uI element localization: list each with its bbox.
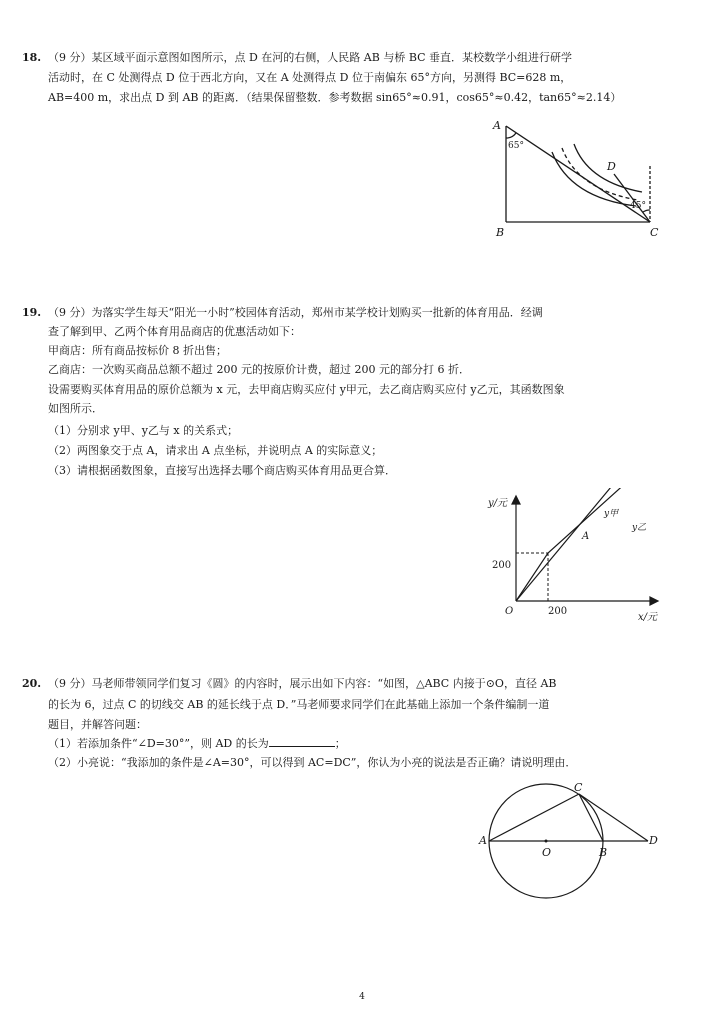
q18-label-B: B (496, 226, 505, 239)
q19-origin-label: O (505, 606, 514, 617)
q20-sub1-suffix: ； (334, 737, 346, 750)
q20-sub1 (48, 736, 346, 751)
q18-label-C: C (650, 226, 659, 239)
q20-answer-blank (269, 736, 335, 747)
q19-series-jia-line (516, 488, 670, 601)
q18-label-A: A (493, 119, 501, 132)
q19-x-axis-label: x/元 (638, 612, 658, 623)
q19-line-6: 如图所示． (48, 402, 103, 415)
q19-line-yi-label: y乙 (632, 523, 647, 533)
q18-river-centerline (562, 148, 638, 200)
q20-line-sub2: （2）小亮说：“我添加的条件是∠A=30°，可以得到 AC=DC”，你认为小亮的说法是否正确？请说明理由． (48, 756, 577, 769)
q20-chord-AC (489, 794, 579, 841)
q19-line-4: 乙商店：一次购买商品总额不超过 200 元的按原价计费，超过 200 元的部分打 6 折． (48, 363, 470, 376)
q18-line-1: （9 分）某区域平面示意图如图所示，点 D 在河的右侧，人民路 AB 与桥 BC 垂直．某校数学小组进行研学 (48, 51, 573, 64)
q18-angle-45: 45° (630, 201, 646, 211)
q19-line-7: （1）分别求 y甲、y乙与 x 的关系式； (48, 424, 239, 437)
q20-label-A: A (479, 834, 487, 847)
q20-line-3: 题目，并解答问题： (48, 718, 147, 731)
q20-label-C: C (574, 781, 583, 794)
q20-label-O: O (542, 846, 552, 859)
q19-series-yi-line (516, 488, 670, 601)
q19-function-graph (486, 488, 670, 628)
q19-y-tick-label: 200 (492, 560, 512, 571)
q20-figure (476, 776, 664, 902)
q20-number: 20. (22, 677, 42, 690)
q19-line-2: 查了解到甲、乙两个体育用品商店的优惠活动如下： (48, 325, 301, 338)
q19-y-axis-arrow (512, 496, 520, 504)
q18-number: 18. (22, 51, 42, 64)
q19-x-axis-arrow (650, 597, 658, 605)
q18-angle-arc-A (506, 133, 516, 138)
q19-point-A-label: A (582, 531, 590, 542)
q18-segment-CD (614, 174, 650, 222)
q20-line-2: 的长为 6，过点 C 的切线交 AB 的延长线于点 D．”马老师要求同学们在此基础上添加一个条件编制一道 (48, 698, 550, 711)
q20-label-B: B (599, 846, 608, 859)
q20-line-1: （9 分）马老师带领同学们复习《圆》的内容时，展示出如下内容：“如图，△ABC 内接于⊙O，直径 AB (48, 677, 557, 690)
q18-segment-AC (506, 126, 650, 222)
q19-line-jia-label: y甲 (604, 509, 619, 519)
q19-number: 19. (22, 306, 42, 319)
q20-chord-BC (579, 794, 603, 841)
page-number: 4 (359, 992, 365, 1002)
q19-line-9: （3）请根据函数图象，直接写出选择去哪个商店购买体育用品更合算． (48, 464, 396, 477)
q19-line-5: 设需要购买体育用品的原价总额为 x 元，去甲商店购买应付 y甲元，去乙商店购买应付 y乙元，其函数图象 (48, 383, 565, 396)
q18-label-D: D (607, 160, 616, 173)
q18-angle-65: 65° (508, 141, 524, 151)
q18-river-bank-outer (552, 152, 636, 206)
q20-tangent-CD (579, 794, 648, 841)
q19-x-tick-label: 200 (548, 606, 568, 617)
q18-line-2: 活动时，在 C 处测得点 D 位于西北方向，又在 A 处测得点 D 位于南偏东 65°方向，另测得 BC=628 m， (48, 71, 572, 84)
q19-line-8: （2）两图象交于点 A，请求出 A 点坐标，并说明点 A 的实际意义； (48, 444, 383, 457)
q19-y-axis-label: y/元 (488, 498, 508, 509)
q18-line-3: AB=400 m，求出点 D 到 AB 的距离．（结果保留整数．参考数据 sin65°≈0.91，cos65°≈0.42，tan65°≈2.14） (48, 91, 622, 104)
q19-line-3: 甲商店：所有商品按标价 8 折出售； (48, 344, 227, 357)
q20-center-dot (545, 840, 548, 843)
q20-sub1-prefix: （1）若添加条件“∠D=30°”，则 AD 的长为 (48, 737, 269, 750)
q19-line-1: （9 分）为落实学生每天“阳光一小时”校园体育活动，郑州市某学校计划购买一批新的体育用品．经调 (48, 306, 543, 319)
q18-figure (488, 116, 668, 240)
q20-label-D: D (649, 834, 658, 847)
